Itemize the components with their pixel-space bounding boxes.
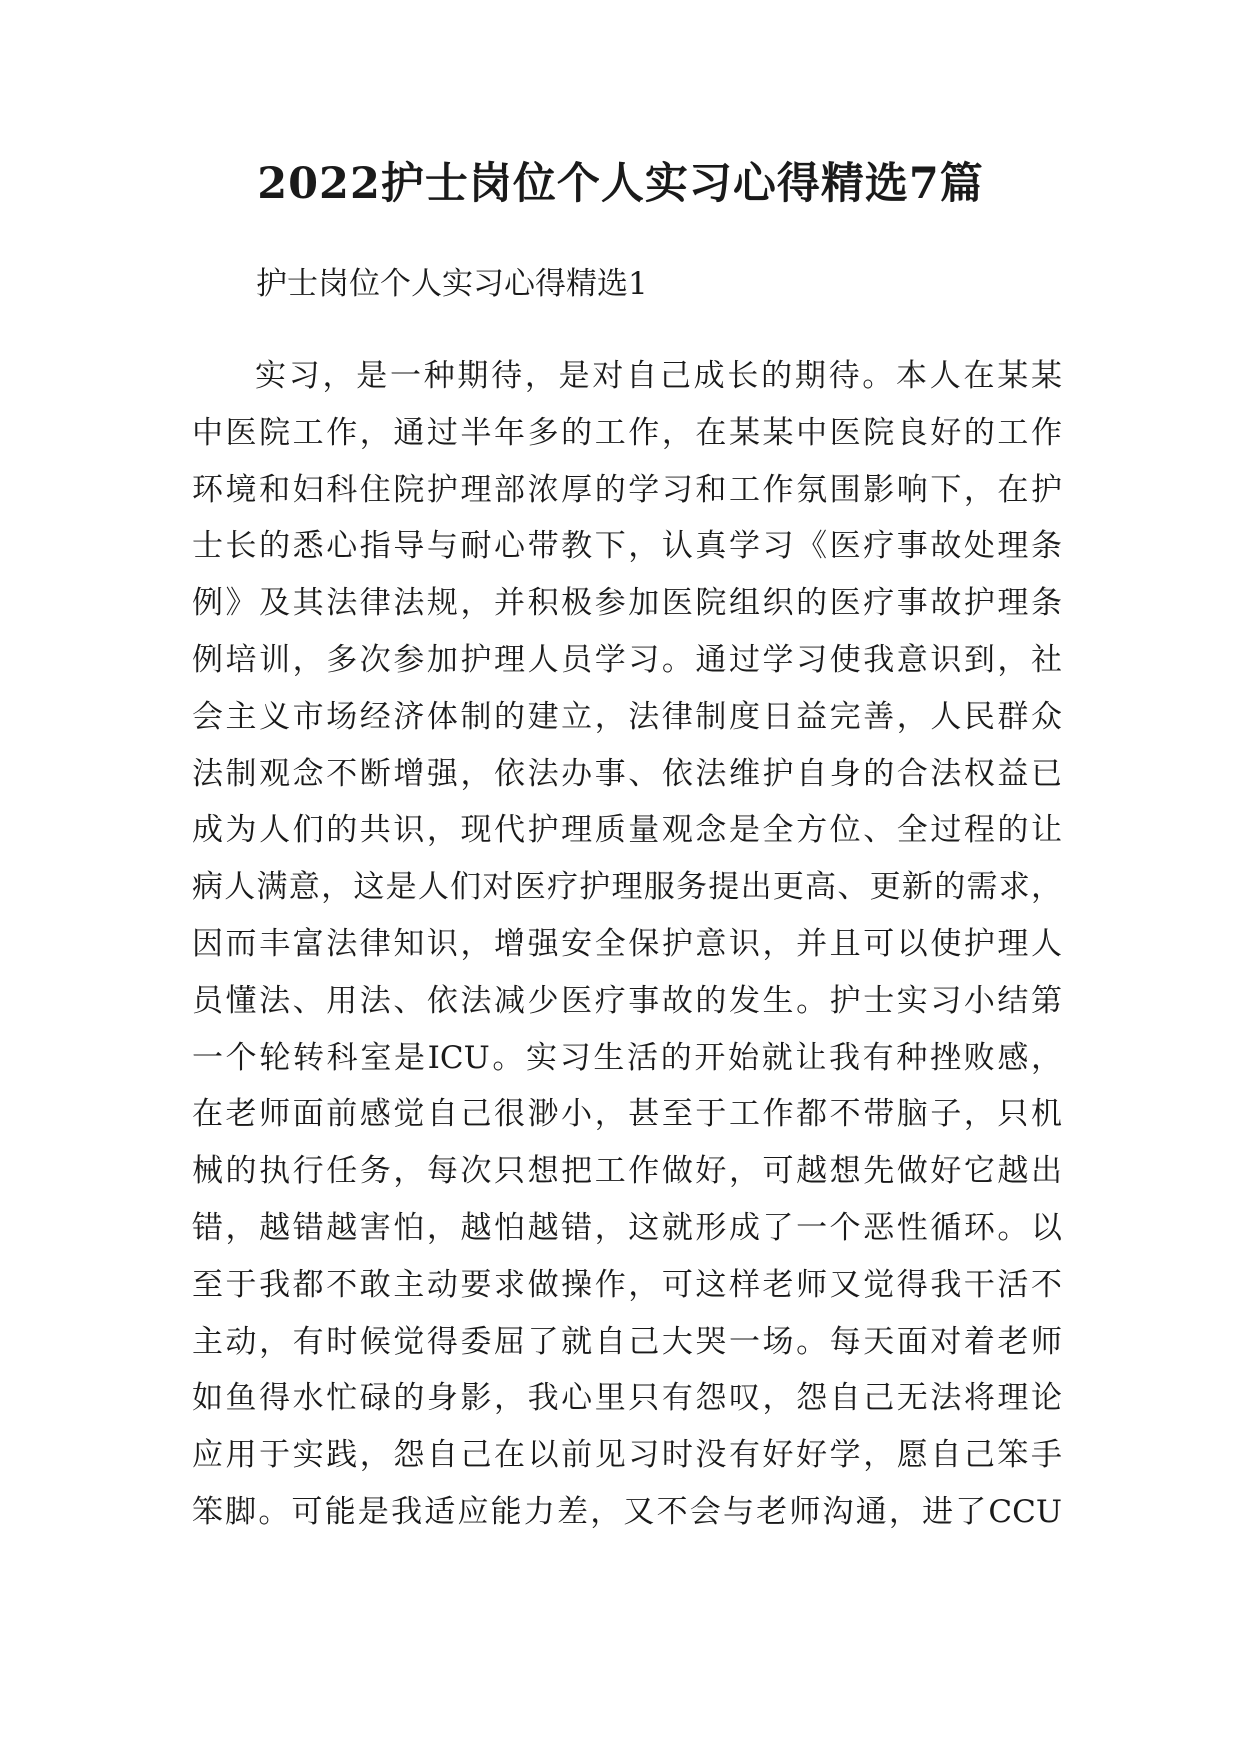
body-line: 成为人们的共识，现代护理质量观念是全方位、全过程的让: [192, 812, 1062, 849]
body-text: [192, 348, 1062, 1541]
body-line: 因而丰富法律知识，增强安全保护意识，并且可以使护理人: [192, 925, 1062, 962]
body-line: 例》及其法律法规，并积极参加医院组织的医疗事故护理条: [192, 585, 1062, 622]
body-line: 实习，是一种期待，是对自己成长的期待。本人在某某: [255, 358, 1062, 394]
body-line: 笨脚。可能是我适应能力差，又不会与老师沟通，进了CCU: [192, 1493, 1062, 1530]
body-line: 械的执行任务，每次只想把工作做好，可越想先做好它越出: [192, 1153, 1062, 1190]
body-line: 中医院工作，通过半年多的工作，在某某中医院良好的工作: [192, 414, 1062, 451]
body-line: 应用于实践，怨自己在以前见习时没有好好学，愿自己笨手: [192, 1437, 1062, 1474]
body-line: 法制观念不断增强，依法办事、依法维护自身的合法权益已: [192, 755, 1062, 792]
body-line: 会主义市场经济体制的建立，法律制度日益完善，人民群众: [192, 698, 1062, 735]
body-line: 病人满意，这是人们对医疗护理服务提出更高、更新的需求，: [192, 869, 1062, 906]
body-line: 士长的悉心指导与耐心带教下，认真学习《医疗事故处理条: [192, 528, 1062, 565]
body-line: 例培训，多次参加护理人员学习。通过学习使我意识到，社: [192, 641, 1062, 678]
document-title: 2022护士岗位个人实习心得精选7篇: [257, 159, 984, 209]
body-line: 主动，有时候觉得委屈了就自己大哭一场。每天面对着老师: [192, 1323, 1062, 1360]
section-heading: 护士岗位个人实习心得精选1: [256, 266, 648, 302]
body-line: 在老师面前感觉自己很渺小，甚至于工作都不带脑子，只机: [192, 1096, 1062, 1133]
body-line: 至于我都不敢主动要求做操作，可这样老师又觉得我干活不: [192, 1266, 1062, 1303]
body-line: 环境和妇科住院护理部浓厚的学习和工作氛围影响下，在护: [192, 471, 1062, 508]
body-line: 错，越错越害怕，越怕越错，这就形成了一个恶性循环。以: [192, 1209, 1062, 1246]
body-line: 员懂法、用法、依法减少医疗事故的发生。护士实习小结第: [192, 982, 1062, 1019]
body-line: 如鱼得水忙碌的身影，我心里只有怨叹，怨自己无法将理论: [192, 1380, 1062, 1417]
body-line: 一个轮转科室是ICU。实习生活的开始就让我有种挫败感，: [192, 1039, 1062, 1076]
